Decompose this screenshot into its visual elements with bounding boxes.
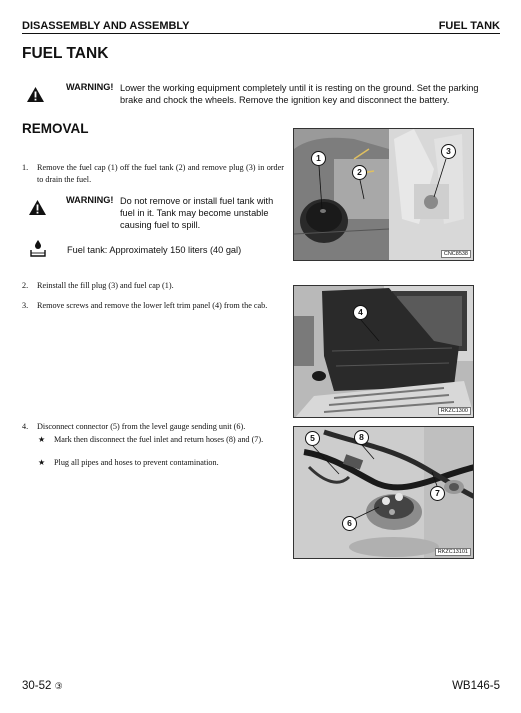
callout-2: 2 bbox=[352, 165, 367, 180]
callout-3: 3 bbox=[441, 144, 456, 159]
step-text: Disconnect connector (5) from the level gauge sending unit (6). bbox=[37, 422, 246, 431]
step-text: Remove screws and remove the lower left trim panel (4) from the cab. bbox=[37, 301, 268, 310]
page-number bbox=[22, 680, 63, 692]
step-2 bbox=[22, 280, 284, 292]
step-number: 1. bbox=[22, 163, 29, 172]
warning-text: Do not remove or install fuel tank with fuel in it. Tank may become unstable causing fuel to spill. bbox=[120, 196, 274, 230]
callout-7: 7 bbox=[430, 486, 445, 501]
leader-lines bbox=[294, 286, 474, 418]
page-number-value: 30-52 bbox=[22, 680, 52, 692]
figure-code: RKZC13101 bbox=[435, 548, 471, 556]
page-header bbox=[22, 20, 500, 34]
substep-text: Plug all pipes and hoses to prevent contamination. bbox=[54, 458, 219, 467]
figure-trim-panel bbox=[293, 285, 474, 418]
callout-6: 6 bbox=[342, 516, 357, 531]
step-3 bbox=[22, 300, 284, 312]
substep-1 bbox=[38, 434, 284, 445]
section-heading: REMOVAL bbox=[22, 121, 89, 136]
step-text: Remove the fuel cap (1) off the fuel tank (2) and remove plug (3) in order to drain the fuel. bbox=[37, 163, 284, 184]
figure-level-gauge bbox=[293, 426, 474, 559]
step-number: 4. bbox=[22, 422, 29, 431]
callout-1: 1 bbox=[311, 151, 326, 166]
step-text: Reinstall the fill plug (3) and fuel cap (1). bbox=[37, 281, 174, 290]
fuel-capacity-note: Fuel tank: Approximately 150 liters (40 gal) bbox=[67, 245, 242, 255]
step-number: 2. bbox=[22, 281, 29, 290]
figure-code: CNC8538 bbox=[441, 250, 471, 258]
warning-triangle-icon bbox=[27, 87, 44, 102]
header-section-title: DISASSEMBLY AND ASSEMBLY bbox=[22, 20, 190, 32]
callout-4: 4 bbox=[353, 305, 368, 320]
substep-2 bbox=[38, 457, 284, 468]
star-icon: ★ bbox=[38, 458, 46, 467]
warning-label: WARNING! bbox=[66, 82, 114, 92]
figure-code: RKZC1300 bbox=[438, 407, 471, 415]
substep-text: Mark then disconnect the fuel inlet and return hoses (8) and (7). bbox=[54, 435, 264, 444]
leader-lines bbox=[294, 427, 474, 559]
warning-triangle-icon bbox=[29, 200, 46, 215]
callout-8: 8 bbox=[354, 430, 369, 445]
page-title: FUEL TANK bbox=[22, 45, 109, 62]
warning-text: Lower the working equipment completely until it is resting on the ground. Set the parking brake and chock the wheels. Remove the ignition key and disconnect the battery. bbox=[120, 83, 479, 105]
callout-5: 5 bbox=[305, 431, 320, 446]
step-number: 3. bbox=[22, 301, 29, 310]
figure-fuel-cap bbox=[293, 128, 474, 261]
warning-label: WARNING! bbox=[66, 195, 114, 205]
leader-lines bbox=[294, 129, 474, 261]
model-number: WB146-5 bbox=[452, 680, 500, 692]
step-4 bbox=[22, 421, 284, 433]
star-icon: ★ bbox=[38, 435, 46, 444]
step-1 bbox=[22, 162, 284, 185]
header-topic: FUEL TANK bbox=[438, 20, 500, 32]
fuel-capacity-icon bbox=[29, 239, 47, 259]
revision-mark: ③ bbox=[54, 681, 63, 691]
